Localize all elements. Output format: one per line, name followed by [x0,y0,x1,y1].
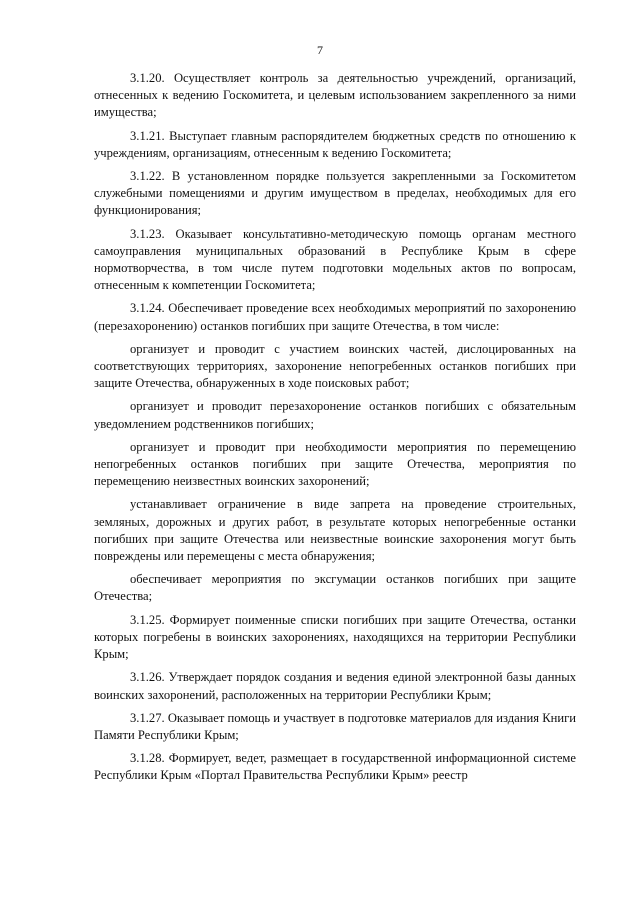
subitem-burial: организует и проводит с участием воинских частей, дислоцированных на соответствующих территориях, захоронение непогребенных останков погибших при защите Отечества, обнаруженных в ходе поисковых работ; [94,341,576,391]
page-number: 7 [317,43,323,57]
paragraph-3-1-24: 3.1.24. Обеспечивает проведение всех необходимых мероприятий по захоронению (перезахоронению) останков погибших при защите Отечества, в том числе: [94,301,576,333]
paragraph-3-1-26: 3.1.26. Утверждает порядок создания и ведения единой электронной базы данных воинских захоронений, расположенных на территории Республики Крым; [94,670,576,702]
paragraph-3-1-25: 3.1.25. Формирует поименные списки погибших при защите Отечества, останки которых погребены в воинских захоронениях, находящихся на территории Республики Крым; [94,612,576,662]
subitem-relocation: организует и проводит при необходимости мероприятия по перемещению непогребенных останков погибших при защите Отечества, мероприятия по перемещению неизвестных воинских захоронений; [94,439,576,489]
subitem-exhumation: обеспечивает мероприятия по эксгумации останков погибших при защите Отечества; [94,572,576,604]
subitem-restriction: устанавливает ограничение в виде запрета на проведение строительных, земляных, дорожных и других работ, в результате которых непогребенные останки погибших при защите Отечества или неизвестные воинские захоронения могут быть повреждены или перемещены с места обнаружения; [94,497,576,564]
document-body [94,70,576,791]
paragraph-3-1-22: 3.1.22. В установленном порядке пользуется закрепленными за Госкомитетом служебными помещениями и другим имуществом в пределах, необходимых для его функционирования; [94,169,576,218]
paragraph-3-1-27: 3.1.27. Оказывает помощь и участвует в подготовке материалов для издания Книги Памяти Республики Крым; [94,710,576,742]
paragraph-3-1-20: 3.1.20. Осуществляет контроль за деятельностью учреждений, организаций, отнесенных к ведению Госкомитета, и целевым использованием закрепленного за ними имущества; [94,71,576,120]
paragraph-3-1-28: 3.1.28. Формирует, ведет, размещает в государственной информационной системе Республики Крым «Портал Правительства Республики Крым» реестр [94,751,576,783]
subitem-reburial: организует и проводит перезахоронение останков погибших с обязательным уведомлением родственников погибших; [94,399,576,431]
paragraph-3-1-21: 3.1.21. Выступает главным распорядителем бюджетных средств по отношению к учреждениям, организациям, отнесенным к ведению Госкомитета; [94,128,576,160]
paragraph-3-1-23: 3.1.23. Оказывает консультативно-методическую помощь органам местного самоуправления муниципальных образований в Республике Крым в сфере нормотворчества, в том числе путем подготовки модельных актов по вопросам, отнесенным к компетенции Госкомитета; [94,226,576,293]
